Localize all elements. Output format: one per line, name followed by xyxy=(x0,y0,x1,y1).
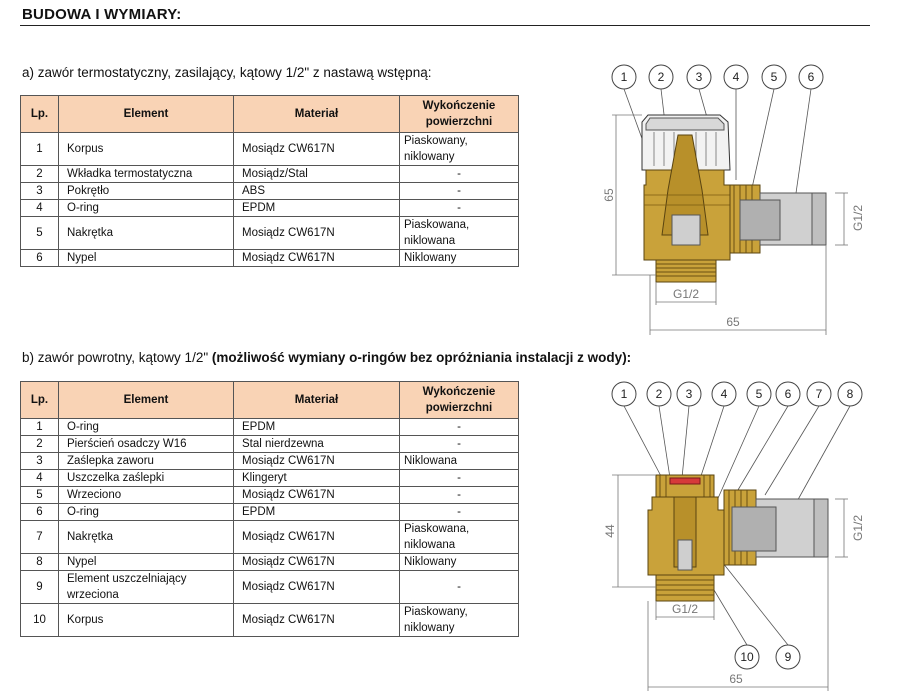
cell-material: Mosiądz CW617N xyxy=(234,453,400,470)
cell-element: Nypel xyxy=(59,554,234,571)
cell-lp: 8 xyxy=(21,554,59,571)
svg-text:5: 5 xyxy=(755,387,763,401)
svg-text:4: 4 xyxy=(720,387,728,401)
callout-8 xyxy=(838,382,862,406)
callout-1 xyxy=(612,65,636,89)
cell-element: Pokrętło xyxy=(59,183,234,200)
cell-material: Mosiądz CW617N xyxy=(234,487,400,504)
cell-element: O-ring xyxy=(59,200,234,217)
col-lp: Lp. xyxy=(21,96,59,133)
cell-element: Wkładka termostatyczna xyxy=(59,166,234,183)
svg-text:3: 3 xyxy=(695,70,703,84)
dim-height: 65 xyxy=(602,188,616,202)
col-finish: Wykończenie powierzchni xyxy=(400,96,519,133)
table-row xyxy=(21,217,519,250)
callout-3 xyxy=(687,65,711,89)
nut-and-nipple xyxy=(724,490,828,565)
nut-and-nipple xyxy=(730,185,826,253)
page-heading: BUDOWA I WYMIARY: xyxy=(22,6,182,23)
col-finish: Wykończenie powierzchni xyxy=(400,382,519,419)
svg-text:9: 9 xyxy=(784,650,792,664)
callout-2 xyxy=(647,382,671,406)
dim-width: 65 xyxy=(729,672,743,686)
cell-lp: 3 xyxy=(21,183,59,200)
col-material: Materiał xyxy=(234,96,400,133)
cell-material: Mosiądz CW617N xyxy=(234,217,400,250)
callout-3 xyxy=(677,382,701,406)
cell-finish: - xyxy=(400,200,519,217)
table-row xyxy=(21,487,519,504)
cell-material: EPDM xyxy=(234,504,400,521)
table-row xyxy=(21,183,519,200)
cell-element: Zaślepka zaworu xyxy=(59,453,234,470)
cell-element: Korpus xyxy=(59,133,234,166)
svg-text:2: 2 xyxy=(657,70,665,84)
valve-cap xyxy=(656,475,714,497)
callout-6 xyxy=(799,65,823,89)
cell-finish: - xyxy=(400,504,519,521)
cell-lp: 3 xyxy=(21,453,59,470)
cell-finish: - xyxy=(400,419,519,436)
cell-material: Mosiądz/Stal xyxy=(234,166,400,183)
cell-finish: Niklowany xyxy=(400,250,519,267)
cell-material: Mosiądz CW617N xyxy=(234,133,400,166)
cell-element: Nakrętka xyxy=(59,217,234,250)
cell-material: EPDM xyxy=(234,419,400,436)
cell-finish: - xyxy=(400,470,519,487)
cell-finish: Piaskowana, niklowana xyxy=(400,521,519,554)
cell-lp: 10 xyxy=(21,604,59,637)
table-row xyxy=(21,133,519,166)
cell-finish: Piaskowany, niklowany xyxy=(400,604,519,637)
callout-5 xyxy=(747,382,771,406)
valve-b-drawing xyxy=(590,375,880,695)
svg-text:2: 2 xyxy=(655,387,663,401)
col-material: Materiał xyxy=(234,382,400,419)
valve-a-drawing xyxy=(590,60,880,340)
cell-element: Uszczelka zaślepki xyxy=(59,470,234,487)
dim-thread-bottom: G1/2 xyxy=(671,602,699,616)
svg-text:10: 10 xyxy=(740,650,754,664)
table-row xyxy=(21,571,519,604)
callout-1 xyxy=(612,382,636,406)
cell-lp: 5 xyxy=(21,487,59,504)
cell-finish: - xyxy=(400,487,519,504)
cell-finish: - xyxy=(400,166,519,183)
cell-finish: Piaskowana, niklowana xyxy=(400,217,519,250)
svg-text:1: 1 xyxy=(620,70,628,84)
callout-5 xyxy=(762,65,786,89)
cell-element: Korpus xyxy=(59,604,234,637)
svg-text:1: 1 xyxy=(620,387,628,401)
callout-4 xyxy=(724,65,748,89)
cell-element: Wrzeciono xyxy=(59,487,234,504)
cell-lp: 1 xyxy=(21,133,59,166)
table-header-row xyxy=(21,96,519,133)
table-row xyxy=(21,504,519,521)
svg-text:6: 6 xyxy=(807,70,815,84)
cell-finish: Niklowana xyxy=(400,453,519,470)
col-element: Element xyxy=(59,96,234,133)
col-element: Element xyxy=(59,382,234,419)
cell-lp: 4 xyxy=(21,470,59,487)
cell-lp: 1 xyxy=(21,419,59,436)
col-lp: Lp. xyxy=(21,382,59,419)
table-row xyxy=(21,419,519,436)
section-b-title-bold: (możliwość wymiany o-ringów bez opróżniania instalacji z wody): xyxy=(211,350,632,365)
cell-finish: - xyxy=(400,436,519,453)
cell-material: Mosiądz CW617N xyxy=(234,571,400,604)
section-b-title-plain: b) zawór powrotny, kątowy 1/2" xyxy=(22,350,212,365)
svg-text:3: 3 xyxy=(685,387,693,401)
svg-text:5: 5 xyxy=(770,70,778,84)
heading-rule xyxy=(20,25,870,26)
cell-lp: 5 xyxy=(21,217,59,250)
callout-9 xyxy=(776,645,800,669)
svg-text:6: 6 xyxy=(784,387,792,401)
dim-thread-side: G1/2 xyxy=(851,204,865,232)
cell-material: Mosiądz CW617N xyxy=(234,250,400,267)
table-header-row xyxy=(21,382,519,419)
cell-material: Mosiądz CW617N xyxy=(234,604,400,637)
callout-4 xyxy=(712,382,736,406)
table-row xyxy=(21,250,519,267)
section-b-table xyxy=(20,381,519,637)
table-row xyxy=(21,166,519,183)
cell-lp: 2 xyxy=(21,166,59,183)
cell-material: Stal nierdzewna xyxy=(234,436,400,453)
svg-text:4: 4 xyxy=(732,70,740,84)
svg-text:8: 8 xyxy=(846,387,854,401)
cell-finish: - xyxy=(400,571,519,604)
cell-material: Mosiądz CW617N xyxy=(234,554,400,571)
table-row xyxy=(21,436,519,453)
valve-body xyxy=(648,497,724,601)
cell-finish: Piaskowany, niklowany xyxy=(400,133,519,166)
cell-finish: - xyxy=(400,183,519,200)
dim-thread-bottom: G1/2 xyxy=(672,287,700,301)
cell-material: EPDM xyxy=(234,200,400,217)
cell-lp: 6 xyxy=(21,504,59,521)
cell-element: Nypel xyxy=(59,250,234,267)
callout-10 xyxy=(735,645,759,669)
table-row xyxy=(21,453,519,470)
cell-element: Element uszczelniający wrzeciona xyxy=(59,571,234,604)
section-b-title xyxy=(22,350,631,365)
cell-material: Klingeryt xyxy=(234,470,400,487)
table-row xyxy=(21,521,519,554)
cell-lp: 9 xyxy=(21,571,59,604)
table-row xyxy=(21,200,519,217)
cell-element: O-ring xyxy=(59,419,234,436)
section-a-title: a) zawór termostatyczny, zasilający, kątowy 1/2" z nastawą wstępną: xyxy=(22,65,432,80)
cell-lp: 7 xyxy=(21,521,59,554)
table-row xyxy=(21,470,519,487)
cell-element: Pierścień osadczy W16 xyxy=(59,436,234,453)
cell-lp: 2 xyxy=(21,436,59,453)
cell-lp: 4 xyxy=(21,200,59,217)
dim-width: 65 xyxy=(726,315,740,329)
cell-material: Mosiądz CW617N xyxy=(234,521,400,554)
cell-element: O-ring xyxy=(59,504,234,521)
dim-height: 44 xyxy=(603,524,617,538)
table-row xyxy=(21,554,519,571)
cell-finish: Niklowany xyxy=(400,554,519,571)
dim-thread-side: G1/2 xyxy=(851,514,865,542)
cell-element: Nakrętka xyxy=(59,521,234,554)
svg-text:7: 7 xyxy=(815,387,823,401)
section-a-table xyxy=(20,95,519,267)
cell-material: ABS xyxy=(234,183,400,200)
callout-7 xyxy=(807,382,831,406)
cell-lp: 6 xyxy=(21,250,59,267)
table-row xyxy=(21,604,519,637)
callout-2 xyxy=(649,65,673,89)
callout-6 xyxy=(776,382,800,406)
